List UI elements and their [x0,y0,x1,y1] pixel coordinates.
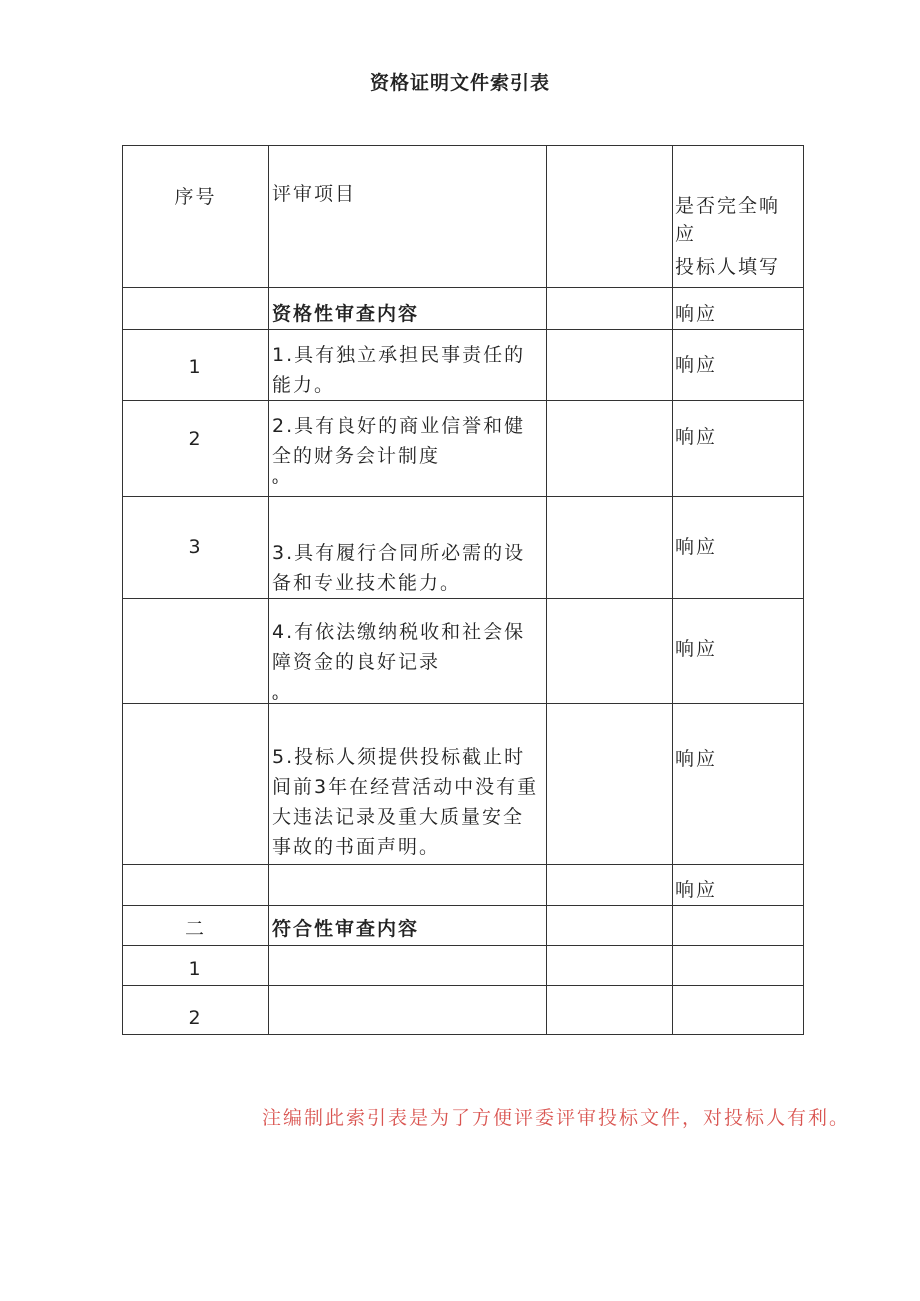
table-row [123,330,804,401]
qualification-index-table [122,145,804,1035]
table-row [123,401,804,497]
header-response-line3: 投标人填写 [675,256,781,278]
header-seq-label: 序号 [174,186,217,208]
row-blank [547,704,673,865]
row-response: 响应 [673,497,804,599]
header-response-line2: 应 [675,223,697,245]
page-title: 资格证明文件索引表 [369,72,550,94]
row-num: 二 [123,906,269,946]
table-row [123,497,804,599]
header-blank [547,146,673,288]
row-num: 2 [123,986,269,1035]
row-item: 4.有依法缴纳税收和社会保 障资金的良好记录 o [269,599,547,704]
row-num [123,599,269,704]
row-blank [547,401,673,497]
row-blank [547,599,673,704]
row-num: 1 [123,330,269,401]
table-row [123,288,804,330]
footnote: 注编制此索引表是为了方便评委评审投标文件，对投标人有利。 [262,1107,851,1129]
table-row [123,865,804,906]
row-item [269,946,547,986]
row-response: 响应 [673,599,804,704]
row-blank [547,330,673,401]
row-item [269,865,547,906]
row-item: 符合性审查内容 [269,906,547,946]
row-item: 资格性审查内容 [269,288,547,330]
table-row [123,906,804,946]
paragraph-mark: o [272,476,279,487]
row-num: 1 [123,946,269,986]
row-response: 响应 [673,330,804,401]
row-item: 3.具有履行合同所必需的设 备和专业技术能力。 [269,497,547,599]
table-row [123,704,804,865]
header-response-line1: 是否完全响 [675,195,781,217]
header-item-label: 评审项目 [272,183,357,205]
row-item: 2.具有良好的商业信誉和健 全的财务会计制度 o [269,401,547,497]
row-response [673,906,804,946]
row-item: 5.投标人须提供投标截止时 间前3年在经营活动中没有重 大违法记录及重大质量安全 事故的书面声明。 [269,704,547,865]
row-blank [547,906,673,946]
row-response: 响应 [673,401,804,497]
row-num [123,704,269,865]
row-num: 3 [123,497,269,599]
header-seq [123,146,269,288]
table-row [123,599,804,704]
row-response: 响应 [673,704,804,865]
row-item [269,986,547,1035]
paragraph-mark: o [272,692,279,703]
row-blank [547,865,673,906]
row-num [123,865,269,906]
table-row [123,986,804,1035]
row-response: 响应 [673,288,804,330]
header-response [673,146,804,288]
row-response [673,946,804,986]
row-num [123,288,269,330]
row-blank [547,986,673,1035]
row-blank [547,497,673,599]
table-row [123,946,804,986]
row-blank [547,288,673,330]
header-row [123,146,804,288]
row-response [673,986,804,1035]
row-item: 1.具有独立承担民事责任的 能力。 [269,330,547,401]
row-blank [547,946,673,986]
row-response: 响应 [673,865,804,906]
header-item [269,146,547,288]
row-num: 2 [123,401,269,497]
